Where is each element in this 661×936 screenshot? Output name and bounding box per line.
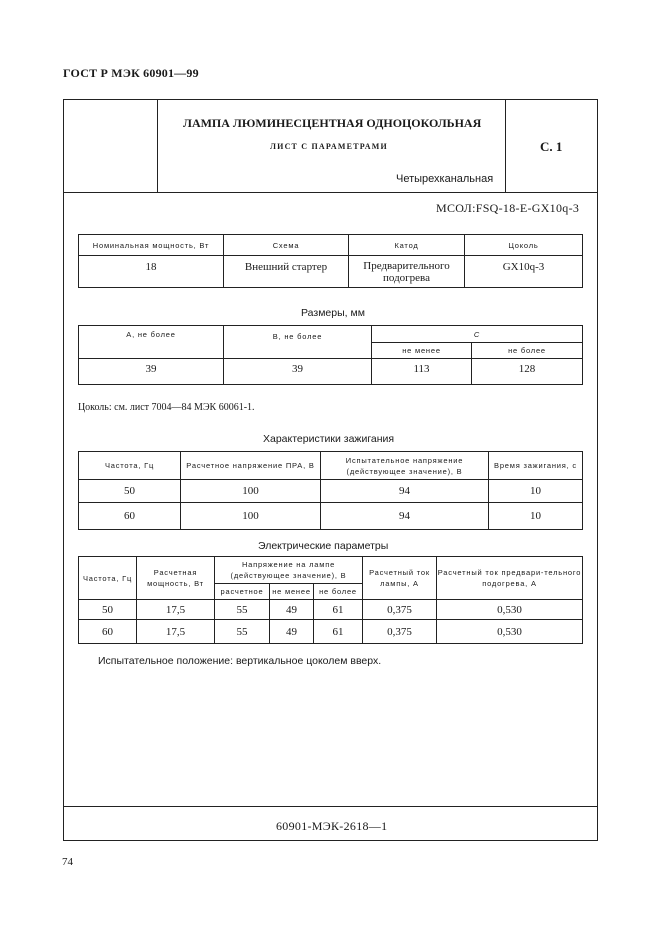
cell-el-voltage-max: 61 (314, 600, 363, 620)
header-ign-ballast-voltage: Расчетное напряжение ПРА, В (181, 452, 321, 480)
header-dim-c-min: не менее (372, 343, 472, 359)
lamp-title: ЛАМПА ЛЮМИНЕСЦЕНТНАЯ ОДНОЦОКОЛЬНАЯ (183, 116, 482, 130)
cell-dim-c-min: 113 (372, 359, 472, 385)
header-nominal-power: Номинальная мощность, Вт (79, 235, 224, 256)
header-dim-a: A, не более (79, 326, 224, 359)
cell-cathode: Предварительного подогрева (349, 256, 465, 288)
footer-top-line (64, 806, 597, 807)
cell-el-voltage-min: 49 (270, 620, 314, 644)
header-divider-left (157, 100, 158, 192)
header-ign-time: Время зажигания, с (489, 452, 583, 480)
dimensions-table (78, 325, 583, 385)
base-note: Цоколь: см. лист 7004—84 МЭК 60061-1. (78, 402, 255, 413)
cell-el-current: 0,375 (363, 600, 437, 620)
header-cathode: Катод (349, 235, 465, 256)
header-dim-c-max: не более (472, 343, 583, 359)
page-number: 74 (62, 856, 73, 868)
cell-base: GX10q-3 (465, 256, 583, 288)
cell-ign-frequency: 50 (79, 480, 181, 503)
table-row (79, 600, 583, 620)
cell-dim-a: 39 (79, 359, 224, 385)
ignition-table (78, 451, 583, 530)
cell-el-preheat: 0,530 (437, 600, 583, 620)
cell-ign-time: 10 (489, 480, 583, 503)
cell-scheme: Внешний стартер (224, 256, 349, 288)
header-el-voltage-min: не менее (270, 584, 314, 600)
dimensions-title: Размеры, мм (301, 307, 365, 319)
main-parameters-table (78, 234, 583, 288)
header-dim-c: C (372, 326, 583, 343)
header-el-voltage: Напряжение на лампе (действующее значение), В (215, 557, 363, 584)
sheet-number: С. 1 (540, 139, 563, 154)
footer-code: 60901-МЭК-2618—1 (276, 819, 388, 833)
header-dim-b: B, не более (224, 326, 372, 359)
header-el-voltage-rated: расчетное (215, 584, 270, 600)
header-el-power: Расчетная мощность, Вт (137, 557, 215, 600)
electrical-title: Электрические параметры (258, 540, 389, 552)
lamp-type: Четырехканальная (396, 173, 494, 185)
header-base: Цоколь (465, 235, 583, 256)
cell-el-voltage-rated: 55 (215, 620, 270, 644)
cell-el-voltage-min: 49 (270, 600, 314, 620)
cell-ign-time: 10 (489, 503, 583, 530)
sheet-label: ЛИСТ С ПАРАМЕТРАМИ (270, 142, 388, 151)
header-el-current: Расчетный ток лампы, А (363, 557, 437, 600)
header-el-voltage-max: не более (314, 584, 363, 600)
cell-el-voltage-max: 61 (314, 620, 363, 644)
cell-ign-test-voltage: 94 (321, 480, 489, 503)
cell-ign-frequency: 60 (79, 503, 181, 530)
header-divider-right (505, 100, 506, 192)
header-ign-test-voltage: Испытательное напряжение (действующее значение), В (321, 452, 489, 480)
cell-ign-ballast-voltage: 100 (181, 480, 321, 503)
cell-ign-test-voltage: 94 (321, 503, 489, 530)
cell-el-current: 0,375 (363, 620, 437, 644)
header-el-frequency: Частота, Гц (79, 557, 137, 600)
table-row (79, 620, 583, 644)
test-position-note: Испытательное положение: вертикальное цоколем вверх. (98, 655, 382, 667)
header-bottom-line (64, 192, 597, 193)
document-code: ГОСТ Р МЭК 60901—99 (63, 66, 199, 80)
cell-el-voltage-rated: 55 (215, 600, 270, 620)
cell-el-preheat: 0,530 (437, 620, 583, 644)
header-scheme: Схема (224, 235, 349, 256)
table-row (79, 503, 583, 530)
ignition-title: Характеристики зажигания (263, 433, 395, 445)
cell-nominal-power: 18 (79, 256, 224, 288)
header-el-preheat: Расчетный ток предвари-тельного подогрева, А (437, 557, 583, 600)
cell-el-power: 17,5 (137, 600, 215, 620)
cell-dim-c-max: 128 (472, 359, 583, 385)
lamp-designation: МСОЛ:FSQ-18-E-GX10q-3 (436, 201, 580, 215)
table-row (79, 480, 583, 503)
cell-el-power: 17,5 (137, 620, 215, 644)
electrical-table (78, 556, 583, 644)
cell-dim-b: 39 (224, 359, 372, 385)
header-ign-frequency: Частота, Гц (79, 452, 181, 480)
cell-el-frequency: 50 (79, 600, 137, 620)
cell-el-frequency: 60 (79, 620, 137, 644)
cell-ign-ballast-voltage: 100 (181, 503, 321, 530)
